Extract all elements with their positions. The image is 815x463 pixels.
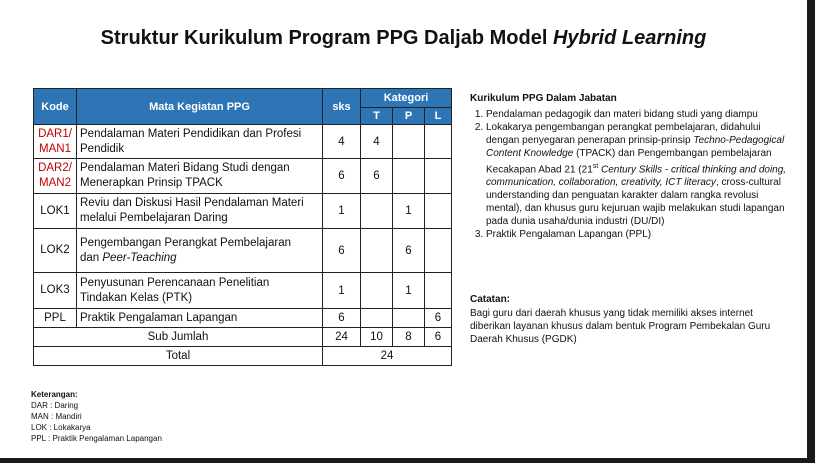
row-mata-kegiatan: Pengembangan Perangkat Pembelajaran dan Peer-Teaching xyxy=(77,229,323,273)
row-kode: PPL xyxy=(34,309,77,328)
row-mata-kegiatan: Praktik Pengalaman Lapangan xyxy=(77,309,323,328)
row-p: 1 xyxy=(393,194,425,229)
row-mata-kegiatan: Reviu dan Diskusi Hasil Pendalaman Materi melalui Pembelajaran Daring xyxy=(77,194,323,229)
row-t xyxy=(361,309,393,328)
row-p: 1 xyxy=(393,273,425,309)
header-kategori: Kategori xyxy=(361,89,452,108)
subtotal-row xyxy=(34,328,452,347)
row-kode: DAR2/ MAN2 xyxy=(34,159,77,194)
row-l xyxy=(425,273,452,309)
legend-item: MAN : Mandiri xyxy=(31,412,82,421)
subtotal-p: 8 xyxy=(393,328,425,347)
row-p xyxy=(393,159,425,194)
curriculum-table xyxy=(33,88,452,366)
table-row xyxy=(34,229,452,273)
row-l: 6 xyxy=(425,309,452,328)
header-mata-kegiatan: Mata Kegiatan PPG xyxy=(77,89,323,125)
row-mata-kegiatan: Pendalaman Materi Bidang Studi dengan Menerapkan Prinsip TPACK xyxy=(77,159,323,194)
header-p: P xyxy=(393,108,425,125)
table-row xyxy=(34,125,452,159)
row-p xyxy=(393,125,425,159)
table-row xyxy=(34,194,452,229)
row-mata-kegiatan: Penyusunan Perencanaan Penelitian Tindakan Kelas (PTK) xyxy=(77,273,323,309)
curriculum-heading: Kurikulum PPG Dalam Jabatan xyxy=(470,93,617,104)
window-edge-right xyxy=(807,0,815,463)
notes-heading: Catatan: xyxy=(470,294,511,305)
curriculum-list xyxy=(470,108,790,241)
curriculum-description xyxy=(470,92,790,241)
row-kode: DAR1/ MAN1 xyxy=(34,125,77,159)
row-kode: LOK1 xyxy=(34,194,77,229)
row-t: 6 xyxy=(361,159,393,194)
list-item: 1. Pendalaman pedagogik dan materi bidang studi yang diampu xyxy=(486,108,790,121)
row-l xyxy=(425,194,452,229)
row-l xyxy=(425,229,452,273)
legend xyxy=(31,389,162,444)
window-edge-bottom xyxy=(0,458,815,463)
row-kode: LOK2 xyxy=(34,229,77,273)
header-l: L xyxy=(425,108,452,125)
row-p: 6 xyxy=(393,229,425,273)
header-kode: Kode xyxy=(34,89,77,125)
legend-heading: Keterangan: xyxy=(31,390,78,399)
row-sks: 6 xyxy=(323,159,361,194)
slide-title xyxy=(0,27,807,50)
table-row xyxy=(34,309,452,328)
legend-item: LOK : Lokakarya xyxy=(31,423,91,432)
notes-text: Bagi guru dari daerah khusus yang tidak memiliki akses internet diberikan layanan khusus dalam bentuk Program Pembekalan Guru Daerah Khusus (PGDK) xyxy=(470,308,771,345)
row-sks: 4 xyxy=(323,125,361,159)
row-mata-kegiatan: Pendalaman Materi Pendidikan dan Profesi Pendidik xyxy=(77,125,323,159)
table-row xyxy=(34,273,452,309)
row-t: 4 xyxy=(361,125,393,159)
row-sks: 6 xyxy=(323,229,361,273)
list-item: 2. Lokakarya pengembangan perangkat pembelajaran, didahului dengan penyegaran penerapan prinsip-prinsip Techno-Pedagogical Content Knowledge (TPACK) dan Pengembangan pembelajaran Kecakapan Abad 21 (21st Century Skills - critical thinking and doing, communication, collaboration, creativity, ICT literacy, cross-cultural understanding dan penguatan karakter dalam rangka revolusi mental), dan khusus guru kejuruan wajib melakukan studi lapangan pada dunia usaha/dunia industri (DU/DI) xyxy=(486,121,790,228)
title-italic: Hybrid Learning xyxy=(552,27,707,49)
header-t: T xyxy=(361,108,393,125)
row-t xyxy=(361,229,393,273)
row-p xyxy=(393,309,425,328)
row-sks: 6 xyxy=(323,309,361,328)
row-t xyxy=(361,194,393,229)
legend-item: PPL : Praktik Pengalaman Lapangan xyxy=(31,434,162,443)
row-l xyxy=(425,159,452,194)
row-l xyxy=(425,125,452,159)
subtotal-sks: 24 xyxy=(323,328,361,347)
total-label: Total xyxy=(34,347,323,366)
total-row xyxy=(34,347,452,366)
subtotal-label: Sub Jumlah xyxy=(34,328,323,347)
row-sks: 1 xyxy=(323,194,361,229)
list-item: 3. Praktik Pengalaman Lapangan (PPL) xyxy=(486,228,790,241)
legend-item: DAR : Daring xyxy=(31,401,79,410)
subtotal-l: 6 xyxy=(425,328,452,347)
title-main: Struktur Kurikulum Program PPG Daljab Model xyxy=(100,27,548,49)
header-sks: sks xyxy=(323,89,361,125)
row-kode: LOK3 xyxy=(34,273,77,309)
total-value: 24 xyxy=(323,347,452,366)
table-row xyxy=(34,159,452,194)
row-sks: 1 xyxy=(323,273,361,309)
row-t xyxy=(361,273,393,309)
subtotal-t: 10 xyxy=(361,328,393,347)
